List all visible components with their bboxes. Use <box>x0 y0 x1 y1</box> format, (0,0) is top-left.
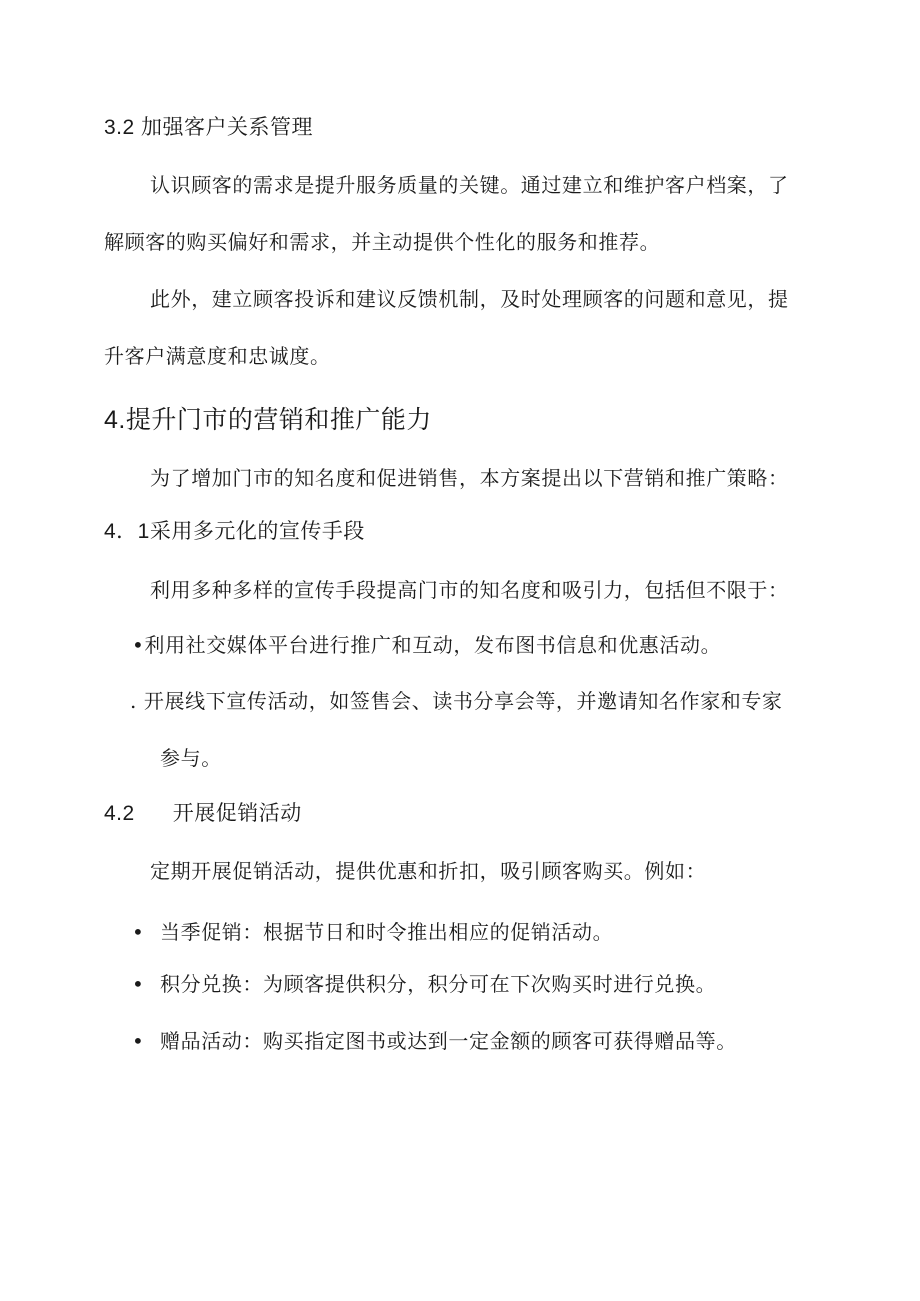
section-4-intro: 为了增加门市的知名度和促进销售，本方案提出以下营销和推广策略： <box>150 466 789 490</box>
section-3-2-para2-line2: 升客户满意度和忠诚度。 <box>104 344 331 368</box>
section-4-1-item1: •利用社交媒体平台进行推广和互动，发布图书信息和优惠活动。 <box>132 633 722 657</box>
section-3-2-heading: 3.2 加强客户关系管理 <box>104 116 314 139</box>
list-item: 当季促销：根据节日和时令推出相应的促销活动。 <box>160 920 614 944</box>
section-4-2-intro: 定期开展促销活动，提供优惠和折扣，吸引顾客购买。例如： <box>150 859 707 883</box>
section-3-2-para1-line1: 认识顾客的需求是提升服务质量的关键。通过建立和维护客户档案，了 <box>150 173 789 197</box>
section-4-2-heading <box>104 800 302 828</box>
list-item: 赠品活动：购买指定图书或达到一定金额的顾客可获得赠品等。 <box>160 1029 737 1053</box>
bullet-icon: • <box>132 972 144 996</box>
section-3-2-para2-line1: 此外，建立顾客投诉和建议反馈机制，及时处理顾客的问题和意见，提 <box>150 287 789 311</box>
section-4-1-number: 4．1 <box>104 520 150 543</box>
bullet-icon: • <box>132 1029 144 1053</box>
section-4-heading: 4.提升门市的营销和推广能力 <box>104 406 432 434</box>
list-item: 积分兑换：为顾客提供积分，积分可在下次购买时进行兑换。 <box>160 972 717 996</box>
section-4-1-title: 采用多元化的宣传手段 <box>149 520 365 543</box>
section-4-1-intro: 利用多种多样的宣传手段提高门市的知名度和吸引力，包括但不限于： <box>150 578 789 602</box>
bullet-icon: • <box>132 920 144 944</box>
section-4-1-heading <box>104 518 365 546</box>
section-4-1-item2-line1: . 开展线下宣传活动，如签售会、读书分享会等，并邀请知名作家和专家 <box>130 689 783 713</box>
section-4-2-number: 4.2 <box>104 802 135 825</box>
section-4-2-title: 开展促销活动 <box>172 802 302 825</box>
section-4-1-item2-line2: 参与。 <box>160 746 222 770</box>
section-3-2-para1-line2: 解顾客的购买偏好和需求，并主动提供个性化的服务和推荐。 <box>104 230 661 254</box>
